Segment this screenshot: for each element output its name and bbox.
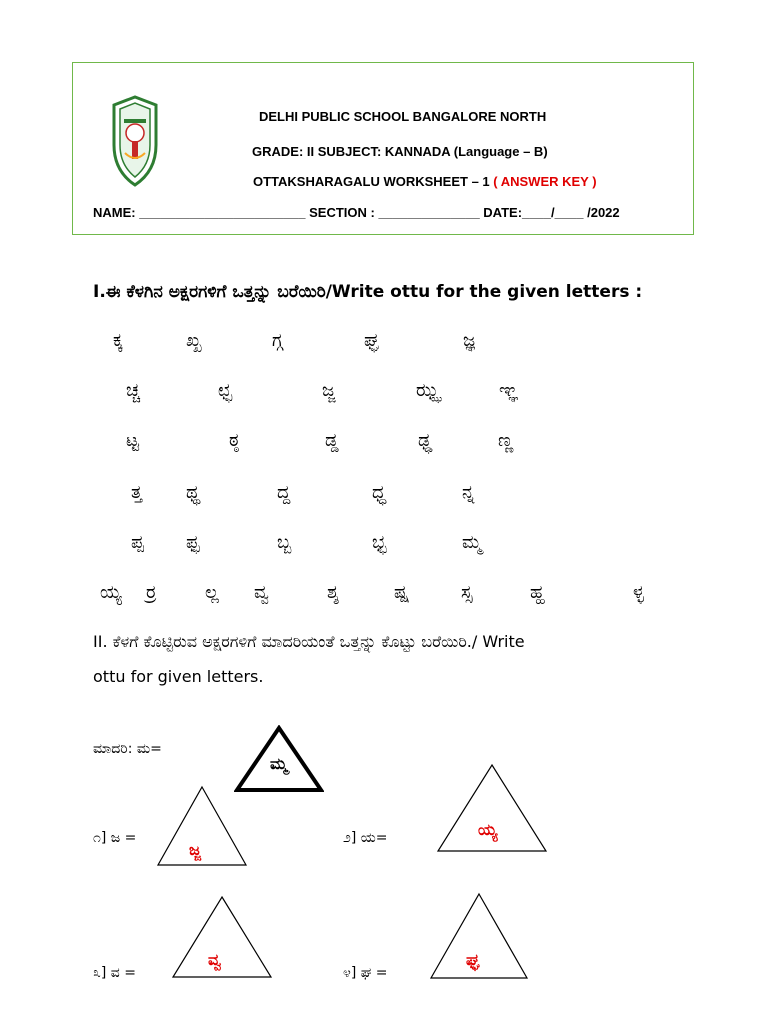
example-label: ಮಾದರಿ: ಮ=: [93, 741, 162, 757]
school-name: DELHI PUBLIC SCHOOL BANGALORE NORTH: [259, 109, 547, 124]
section2-title: II. ಕೆಳಗೆ ಕೊಟ್ಟಿರುವ ಅಕ್ಷರಗಳಿಗೆ ಮಾದರಿಯಂತೆ ಒತ್ತನ್ನು ಕೊಟ್ಟು ಬರೆಯಿರಿ./ Write: [93, 632, 525, 651]
item-answer: ಘ್ಘ: [466, 950, 481, 969]
item-answer: ಜ್ಜ: [189, 840, 201, 859]
ottu-cell: ಫ್ಫ: [186, 532, 199, 553]
ottu-cell: ಪ್ಪ: [131, 532, 144, 553]
ottu-cell: ಲ್ಲ: [205, 582, 219, 603]
ottu-cell: ಚ್ಚ: [126, 380, 141, 401]
ottu-cell: ಜ್ಜ: [322, 380, 336, 401]
ottu-cell: ಣ್ಣ: [498, 430, 514, 451]
ottu-cell: ಬ್ಬ: [277, 532, 292, 553]
answer-key-label: ( ANSWER KEY ): [493, 174, 597, 189]
ottu-cell: ಭ್ಭ: [372, 532, 387, 553]
item-label: ೧] ಜ =: [93, 830, 137, 846]
ottu-cell: ಖ್ಖ: [186, 330, 201, 351]
ottu-cell: ಥ್ಥ: [186, 482, 200, 503]
grade-subject: GRADE: II SUBJECT: KANNADA (Language – B): [252, 144, 548, 159]
ottu-cell: ಹ್ಹ: [530, 582, 546, 603]
ottu-cell: ಡ್ಡ: [325, 430, 339, 451]
ottu-cell: ಗ್ಗ: [272, 330, 283, 351]
item-answer: ಯ್ಯ: [478, 820, 498, 839]
ottu-cell: ಸ್ಸ: [461, 582, 473, 603]
ottu-cell: ಕ್ಕ: [113, 330, 123, 351]
ottu-cell: ಢ್ಢ: [418, 430, 432, 451]
ottu-cell: ಝ್ಝ: [416, 380, 440, 401]
ottu-cell: ವ್ವ: [254, 582, 269, 603]
ottu-cell: ಛ್ಛ: [218, 380, 232, 401]
answer-triangle: [171, 895, 273, 979]
ottu-cell: ಷ್ಷ: [394, 582, 410, 603]
item-label: ೩] ವ =: [93, 965, 136, 981]
ottu-cell: ಳ್ಳ: [633, 582, 644, 603]
ottu-cell: ಠ್ಠ: [229, 430, 239, 451]
ottu-cell: ಟ್ಟ: [126, 430, 140, 451]
ottu-cell: ಜ್ಞ: [463, 330, 475, 351]
item-label: ೨] ಯ=: [343, 830, 388, 846]
ottu-cell: ನ್ನ: [462, 482, 475, 503]
ottu-cell: ಧ್ಧ: [372, 482, 386, 503]
item-answer: ವ್ವ: [208, 950, 222, 969]
example-answer: ಮ್ಮ: [270, 754, 288, 773]
worksheet-title: [253, 174, 597, 189]
student-fields: NAME: _______________________ SECTION : ______________ DATE:____/____ /2022: [93, 205, 620, 220]
ottu-cell: ಞ್ಞ: [499, 380, 518, 401]
answer-triangle: [156, 785, 248, 867]
section2-subtitle: ottu for given letters.: [93, 667, 264, 686]
ottu-cell: ಮ್ಮ: [462, 532, 482, 553]
ottu-cell: ಘ್ಘ: [364, 330, 381, 351]
ottu-cell: ಶ್ಶ: [327, 582, 339, 603]
item-label: ೪] ಘ =: [343, 965, 388, 981]
section1-title: I.ಈ ಕೆಳಗಿನ ಅಕ್ಷರಗಳಿಗೆ ಒತ್ತನ್ನು ಬರೆಯಿರಿ/Write ottu for the given letters :: [93, 282, 643, 302]
worksheet-name: OTTAKSHARAGALU WORKSHEET – 1: [253, 174, 494, 189]
ottu-cell: ತ್ತ: [131, 482, 143, 503]
ottu-cell: ರ್ರ: [146, 582, 157, 603]
school-crest-icon: [110, 95, 160, 187]
ottu-cell: ದ್ದ: [277, 482, 291, 503]
ottu-cell: ಯ್ಯ: [100, 582, 122, 603]
